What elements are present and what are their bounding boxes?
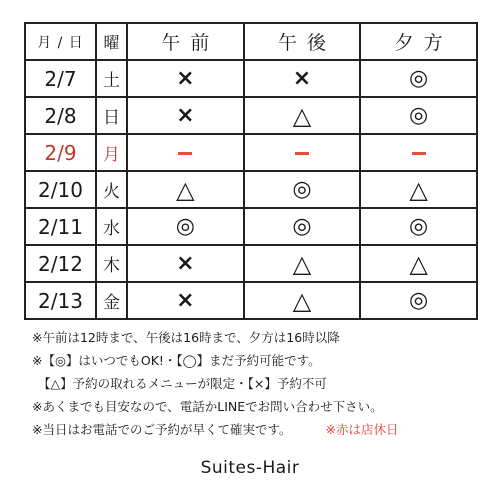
row-date: 2/10	[25, 171, 96, 208]
salon-name: Suites-Hair	[200, 458, 300, 478]
slot-afternoon	[244, 245, 361, 282]
closed-dash-icon	[178, 152, 192, 155]
slot-evening	[360, 97, 477, 134]
slot-morning	[127, 282, 244, 319]
row-date: 2/7	[25, 60, 96, 97]
available-double-circle-icon: ◎	[292, 176, 312, 202]
closed-dash-icon	[412, 152, 426, 155]
row-date: 2/13	[25, 282, 96, 319]
available-double-circle-icon: ◎	[409, 65, 429, 91]
unavailable-cross-icon: ×	[176, 287, 195, 313]
table-row	[25, 171, 477, 208]
reservation-schedule-table	[24, 22, 478, 320]
available-double-circle-icon: ◎	[409, 287, 429, 313]
header-date: 月 / 日	[25, 23, 96, 60]
slot-morning	[127, 208, 244, 245]
slot-morning	[127, 97, 244, 134]
limited-triangle-icon: △	[292, 286, 312, 315]
row-date: 2/12	[25, 245, 96, 282]
row-weekday: 火	[96, 171, 127, 208]
row-date: 2/9	[25, 134, 96, 171]
limited-triangle-icon: △	[292, 101, 312, 130]
unavailable-cross-icon: ×	[176, 250, 195, 276]
slot-evening	[360, 208, 477, 245]
unavailable-cross-icon: ×	[176, 65, 195, 91]
note-holiday-red: ※赤は店休日	[325, 422, 399, 437]
row-weekday: 木	[96, 245, 127, 282]
row-weekday: 月	[96, 134, 127, 171]
unavailable-cross-icon: ×	[292, 65, 312, 91]
row-weekday: 土	[96, 60, 127, 97]
available-double-circle-icon: ◎	[409, 102, 429, 128]
notes	[32, 326, 482, 441]
slot-afternoon	[244, 282, 361, 319]
slot-evening	[360, 282, 477, 319]
table-row	[25, 245, 477, 282]
slot-afternoon	[244, 208, 361, 245]
row-weekday: 金	[96, 282, 127, 319]
note-estimate-contact: ※あくまでも目安なので、電話かLINEでお問い合わせ下さい。	[32, 399, 383, 414]
note-legend-available: ※【◎】はいつでもOK!・【◯】まだ予約可能です。	[32, 353, 321, 368]
slot-evening	[360, 134, 477, 171]
slot-evening	[360, 171, 477, 208]
table-row	[25, 208, 477, 245]
table-row	[25, 282, 477, 319]
table-row	[25, 97, 477, 134]
header-morning: 午前	[127, 23, 244, 60]
available-double-circle-icon: ◎	[292, 213, 312, 239]
table-row	[25, 134, 477, 171]
note-time-slots: ※午前は12時まで、午後は16時まで、夕方は16時以降	[32, 330, 340, 345]
note-same-day	[32, 418, 482, 441]
limited-triangle-icon: △	[176, 175, 195, 204]
limited-triangle-icon: △	[409, 175, 428, 204]
slot-morning	[127, 134, 244, 171]
row-weekday: 水	[96, 208, 127, 245]
slot-afternoon	[244, 60, 361, 97]
table-row	[25, 60, 477, 97]
row-weekday: 日	[96, 97, 127, 134]
header-afternoon: 午後	[244, 23, 361, 60]
slot-afternoon	[244, 134, 361, 171]
limited-triangle-icon: △	[292, 249, 312, 278]
row-date: 2/11	[25, 208, 96, 245]
note-same-day-text: ※当日はお電話でのご予約が早くて確実です。	[32, 422, 292, 437]
limited-triangle-icon: △	[409, 249, 428, 278]
closed-dash-icon	[295, 152, 309, 155]
available-double-circle-icon: ◎	[409, 213, 429, 239]
header-day: 曜	[96, 23, 127, 60]
slot-evening	[360, 245, 477, 282]
note-legend-limited: 【△】予約の取れるメニューが限定・【×】予約不可	[38, 376, 327, 391]
row-date: 2/8	[25, 97, 96, 134]
slot-morning	[127, 245, 244, 282]
slot-morning	[127, 171, 244, 208]
slot-afternoon	[244, 171, 361, 208]
unavailable-cross-icon: ×	[176, 102, 195, 128]
slot-morning	[127, 60, 244, 97]
slot-evening	[360, 60, 477, 97]
header-evening: 夕方	[360, 23, 477, 60]
available-double-circle-icon: ◎	[175, 213, 195, 239]
table-header-row	[25, 23, 477, 60]
slot-afternoon	[244, 97, 361, 134]
